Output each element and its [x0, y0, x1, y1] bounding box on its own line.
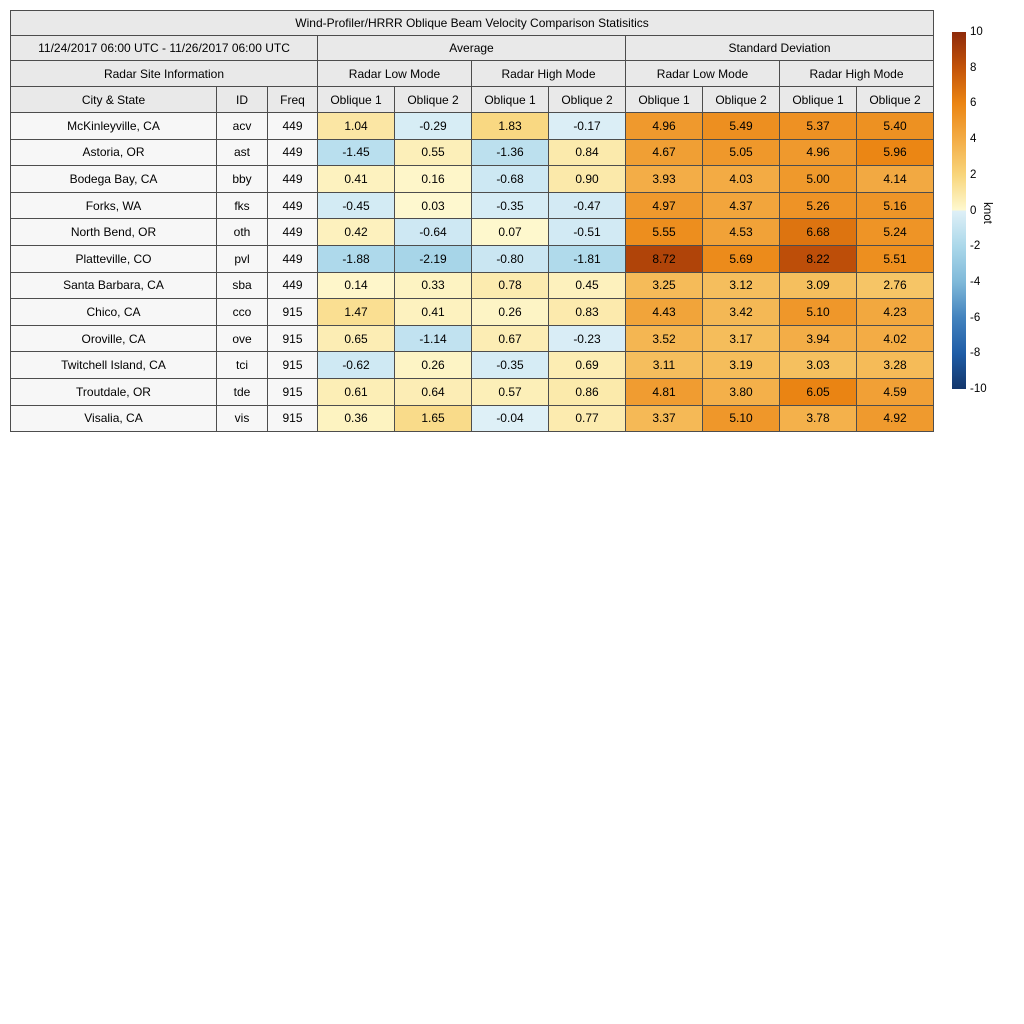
- id-cell: ast: [217, 139, 268, 166]
- average-group-header: Average: [318, 36, 626, 61]
- id-header: ID: [217, 87, 268, 113]
- value-cell: 0.57: [472, 378, 549, 405]
- table-row: [11, 378, 934, 405]
- value-cell: 5.51: [857, 245, 934, 272]
- value-cell: 0.90: [549, 166, 626, 193]
- city-cell: Chico, CA: [11, 299, 217, 326]
- value-cell: 8.22: [780, 245, 857, 272]
- value-cell: 0.07: [472, 219, 549, 246]
- colorbar-tick-label: 10: [970, 26, 983, 38]
- value-cell: 3.28: [857, 352, 934, 379]
- id-cell: tde: [217, 378, 268, 405]
- value-cell: 0.64: [395, 378, 472, 405]
- value-cell: 4.23: [857, 299, 934, 326]
- city-state-header: City & State: [11, 87, 217, 113]
- value-cell: 0.84: [549, 139, 626, 166]
- city-cell: Troutdale, OR: [11, 378, 217, 405]
- value-cell: 0.61: [318, 378, 395, 405]
- oblique-column-header: Oblique 1: [318, 87, 395, 113]
- value-cell: 3.03: [780, 352, 857, 379]
- value-cell: 0.77: [549, 405, 626, 432]
- colorbar-unit-label: knot: [981, 202, 993, 224]
- freq-cell: 449: [268, 113, 318, 140]
- value-cell: 5.00: [780, 166, 857, 193]
- value-cell: 0.33: [395, 272, 472, 299]
- value-cell: 0.83: [549, 299, 626, 326]
- value-cell: 0.67: [472, 325, 549, 352]
- city-cell: Oroville, CA: [11, 325, 217, 352]
- value-cell: 4.37: [703, 192, 780, 219]
- value-cell: 0.55: [395, 139, 472, 166]
- value-cell: 5.69: [703, 245, 780, 272]
- value-cell: -0.23: [549, 325, 626, 352]
- oblique-column-header: Oblique 1: [472, 87, 549, 113]
- avg-high-mode-header: Radar High Mode: [472, 61, 626, 87]
- value-cell: 3.78: [780, 405, 857, 432]
- value-cell: -0.04: [472, 405, 549, 432]
- oblique-column-header: Oblique 2: [703, 87, 780, 113]
- value-cell: 1.65: [395, 405, 472, 432]
- id-cell: tci: [217, 352, 268, 379]
- city-cell: North Bend, OR: [11, 219, 217, 246]
- freq-cell: 449: [268, 245, 318, 272]
- value-cell: 4.02: [857, 325, 934, 352]
- value-cell: -0.64: [395, 219, 472, 246]
- value-cell: -1.45: [318, 139, 395, 166]
- freq-cell: 449: [268, 139, 318, 166]
- value-cell: 4.59: [857, 378, 934, 405]
- freq-header: Freq: [268, 87, 318, 113]
- table-row: [11, 325, 934, 352]
- colorbar-tick-label: -4: [970, 275, 981, 288]
- freq-cell: 915: [268, 325, 318, 352]
- freq-cell: 449: [268, 219, 318, 246]
- value-cell: -0.51: [549, 219, 626, 246]
- value-cell: 0.42: [318, 219, 395, 246]
- site-info-header: Radar Site Information: [11, 61, 318, 87]
- freq-cell: 915: [268, 378, 318, 405]
- value-cell: 2.76: [857, 272, 934, 299]
- value-cell: 3.11: [626, 352, 703, 379]
- value-cell: 3.25: [626, 272, 703, 299]
- value-cell: 3.80: [703, 378, 780, 405]
- colorbar-tick-label: 8: [970, 61, 977, 74]
- city-cell: Forks, WA: [11, 192, 217, 219]
- colorbar-tick-label: 4: [970, 133, 977, 146]
- value-cell: 4.81: [626, 378, 703, 405]
- id-cell: pvl: [217, 245, 268, 272]
- freq-cell: 915: [268, 405, 318, 432]
- id-cell: acv: [217, 113, 268, 140]
- value-cell: 0.16: [395, 166, 472, 193]
- freq-cell: 915: [268, 352, 318, 379]
- city-cell: Santa Barbara, CA: [11, 272, 217, 299]
- value-cell: 0.41: [395, 299, 472, 326]
- value-cell: 5.96: [857, 139, 934, 166]
- avg-low-mode-header: Radar Low Mode: [318, 61, 472, 87]
- value-cell: 1.83: [472, 113, 549, 140]
- value-cell: 5.10: [780, 299, 857, 326]
- table-row: [11, 352, 934, 379]
- city-cell: McKinleyville, CA: [11, 113, 217, 140]
- freq-cell: 449: [268, 166, 318, 193]
- value-cell: 0.45: [549, 272, 626, 299]
- id-cell: fks: [217, 192, 268, 219]
- freq-cell: 449: [268, 272, 318, 299]
- value-cell: 3.94: [780, 325, 857, 352]
- value-cell: 4.03: [703, 166, 780, 193]
- std-low-mode-header: Radar Low Mode: [626, 61, 780, 87]
- value-cell: 4.96: [780, 139, 857, 166]
- value-cell: 5.37: [780, 113, 857, 140]
- value-cell: 4.96: [626, 113, 703, 140]
- value-cell: -1.14: [395, 325, 472, 352]
- value-cell: 0.14: [318, 272, 395, 299]
- value-cell: 4.53: [703, 219, 780, 246]
- table-row: [11, 245, 934, 272]
- value-cell: -1.81: [549, 245, 626, 272]
- value-cell: 5.55: [626, 219, 703, 246]
- table-body: [11, 113, 934, 432]
- table-row: [11, 139, 934, 166]
- colorbar-tick-label: -2: [970, 240, 981, 253]
- table-row: [11, 272, 934, 299]
- value-cell: 3.17: [703, 325, 780, 352]
- mode-header-row: [11, 61, 934, 87]
- table-row: [11, 166, 934, 193]
- statistics-table: [10, 10, 934, 432]
- table-row: [11, 192, 934, 219]
- value-cell: 5.05: [703, 139, 780, 166]
- id-cell: vis: [217, 405, 268, 432]
- value-cell: 0.86: [549, 378, 626, 405]
- value-cell: -0.80: [472, 245, 549, 272]
- value-cell: 0.65: [318, 325, 395, 352]
- value-cell: -0.68: [472, 166, 549, 193]
- colorbar-tick-label: -8: [970, 347, 981, 360]
- value-cell: 5.10: [703, 405, 780, 432]
- std-deviation-group-header: Standard Deviation: [626, 36, 934, 61]
- value-cell: -0.29: [395, 113, 472, 140]
- value-cell: 3.42: [703, 299, 780, 326]
- id-cell: cco: [217, 299, 268, 326]
- value-cell: 0.36: [318, 405, 395, 432]
- city-cell: Bodega Bay, CA: [11, 166, 217, 193]
- oblique-column-header: Oblique 2: [857, 87, 934, 113]
- value-cell: 4.14: [857, 166, 934, 193]
- value-cell: 4.92: [857, 405, 934, 432]
- table-row: [11, 219, 934, 246]
- value-cell: 4.97: [626, 192, 703, 219]
- value-cell: 3.52: [626, 325, 703, 352]
- id-cell: oth: [217, 219, 268, 246]
- value-cell: -0.35: [472, 192, 549, 219]
- value-cell: 1.04: [318, 113, 395, 140]
- oblique-column-header: Oblique 1: [626, 87, 703, 113]
- city-cell: Twitchell Island, CA: [11, 352, 217, 379]
- table-row: [11, 405, 934, 432]
- std-high-mode-header: Radar High Mode: [780, 61, 934, 87]
- value-cell: -2.19: [395, 245, 472, 272]
- value-cell: 3.19: [703, 352, 780, 379]
- value-cell: -0.45: [318, 192, 395, 219]
- colorbar-tick-label: -10: [970, 383, 987, 395]
- value-cell: 8.72: [626, 245, 703, 272]
- value-cell: 5.40: [857, 113, 934, 140]
- table-row: [11, 113, 934, 140]
- value-cell: 3.37: [626, 405, 703, 432]
- value-cell: 3.09: [780, 272, 857, 299]
- value-cell: 4.67: [626, 139, 703, 166]
- city-cell: Astoria, OR: [11, 139, 217, 166]
- oblique-column-header: Oblique 2: [549, 87, 626, 113]
- value-cell: 0.26: [395, 352, 472, 379]
- value-cell: 6.68: [780, 219, 857, 246]
- value-cell: 3.12: [703, 272, 780, 299]
- value-cell: 4.43: [626, 299, 703, 326]
- value-cell: 0.69: [549, 352, 626, 379]
- group-header-row: [11, 36, 934, 61]
- city-cell: Visalia, CA: [11, 405, 217, 432]
- value-cell: 5.26: [780, 192, 857, 219]
- value-cell: 3.93: [626, 166, 703, 193]
- value-cell: 5.16: [857, 192, 934, 219]
- value-cell: -0.17: [549, 113, 626, 140]
- table-row: [11, 299, 934, 326]
- value-cell: 0.78: [472, 272, 549, 299]
- value-cell: -0.35: [472, 352, 549, 379]
- colorbar-tick-label: 2: [970, 168, 977, 181]
- value-cell: 1.47: [318, 299, 395, 326]
- value-cell: -0.47: [549, 192, 626, 219]
- colorbar-tick-label: -6: [970, 311, 981, 324]
- value-cell: -0.62: [318, 352, 395, 379]
- id-cell: bby: [217, 166, 268, 193]
- freq-cell: 915: [268, 299, 318, 326]
- value-cell: 6.05: [780, 378, 857, 405]
- title-row: [11, 11, 934, 36]
- oblique-column-header: Oblique 1: [780, 87, 857, 113]
- value-cell: 0.26: [472, 299, 549, 326]
- colorbar-tick-label: 0: [970, 204, 977, 217]
- value-cell: 0.03: [395, 192, 472, 219]
- id-cell: ove: [217, 325, 268, 352]
- freq-cell: 449: [268, 192, 318, 219]
- value-cell: -1.36: [472, 139, 549, 166]
- date-range: 11/24/2017 06:00 UTC - 11/26/2017 06:00 UTC: [11, 36, 318, 61]
- oblique-column-header: Oblique 2: [395, 87, 472, 113]
- column-header-row: [11, 87, 934, 113]
- id-cell: sba: [217, 272, 268, 299]
- value-cell: 0.41: [318, 166, 395, 193]
- value-cell: -1.88: [318, 245, 395, 272]
- city-cell: Platteville, CO: [11, 245, 217, 272]
- colorbar: [952, 32, 966, 389]
- value-cell: 5.49: [703, 113, 780, 140]
- colorbar-tick-label: 6: [970, 97, 977, 110]
- value-cell: 5.24: [857, 219, 934, 246]
- table-title: Wind-Profiler/HRRR Oblique Beam Velocity Comparison Statisitics: [11, 11, 934, 36]
